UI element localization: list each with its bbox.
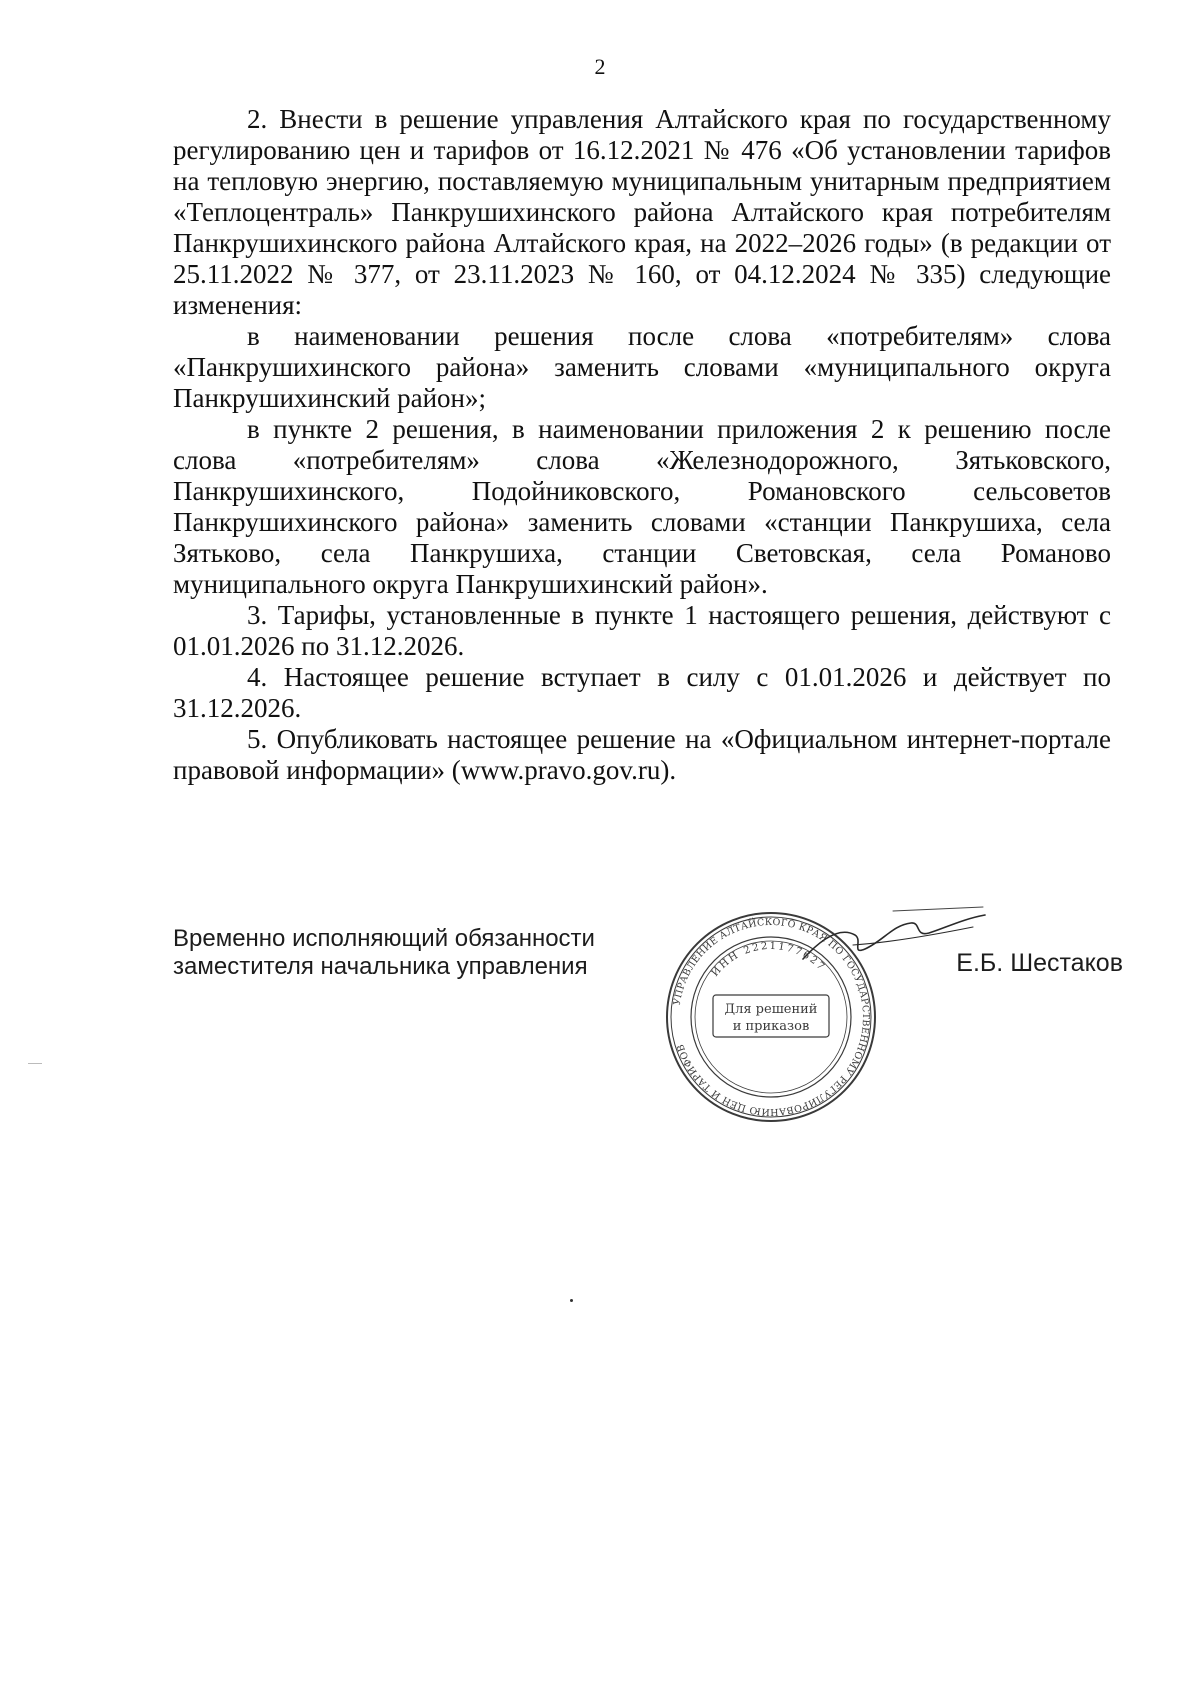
signatory-name: Е.Б. Шестаков	[956, 949, 1123, 977]
signatory-position	[173, 925, 653, 981]
seal-outer-text: УПРАВЛЕНИЕ АЛТАЙСКОГО КРАЯ ПО ГОСУДАРСТВЕННОМУ РЕГУЛИРОВАНИЮ ЦЕН И ТАРИФОВ	[671, 916, 872, 1118]
page-number: 2	[594, 54, 606, 79]
signature-block	[173, 916, 1123, 1125]
scan-speck	[570, 1299, 573, 1302]
paragraph-3-tariff-period: 3. Тарифы, установленные в пункте 1 настоящего решения, действуют с 01.01.2026 по 31.12.2026.	[173, 600, 1111, 661]
scan-margin-mark	[28, 1063, 42, 1064]
signatory-position-line-1: Временно исполняющий обязанности	[173, 925, 595, 952]
paragraph-appendix-change: в пункте 2 решения, в наименовании приложения 2 к решению после слова «потребителям» слова «Железнодорожного, Зятьковского, Панкрушихинского, Подойниковского, Романовского сельсоветов Панкрушихинского района» заменить словами «станции Панкрушиха, села Зятьково, села Панкрушиха, станции Световская, села Романово муниципального округа Панкрушихинский район».	[173, 414, 1111, 599]
document-body	[173, 104, 1111, 786]
seal-center-line-1: Для решений	[724, 1002, 818, 1017]
seal-inn-text: ИНН 2221177627	[709, 940, 828, 979]
paragraph-4-effective-date: 4. Настоящее решение вступает в силу с 01.01.2026 и действует по 31.12.2026.	[173, 662, 1111, 723]
seal-center-line-2: и приказов	[732, 1019, 810, 1034]
paragraph-5-publication: 5. Опубликовать настоящее решение на «Официальном интернет-портале правовой информации» (www.pravo.gov.ru).	[173, 724, 1111, 785]
paragraph-title-change: в наименовании решения после слова «потребителям» слова «Панкрушихинского района» заменить словами «муниципального округа Панкрушихинский район»;	[173, 321, 1111, 413]
signatory-position-line-2: заместителя начальника управления	[173, 953, 588, 980]
paragraph-2-amendments: 2. Внести в решение управления Алтайского края по государственному регулированию цен и тарифов от 16.12.2021 № 476 «Об установлении тарифов на тепловую энергию, поставляемую муниципальным унитарным предприятием «Теплоцентраль» Панкрушихинского района Алтайского края потребителям Панкрушихинского района Алтайского края, на 2022–2026 годы» (в редакции от 25.11.2022 № 377, от 23.11.2023 № 160, от 04.12.2024 № 335) следующие изменения:	[173, 104, 1111, 320]
